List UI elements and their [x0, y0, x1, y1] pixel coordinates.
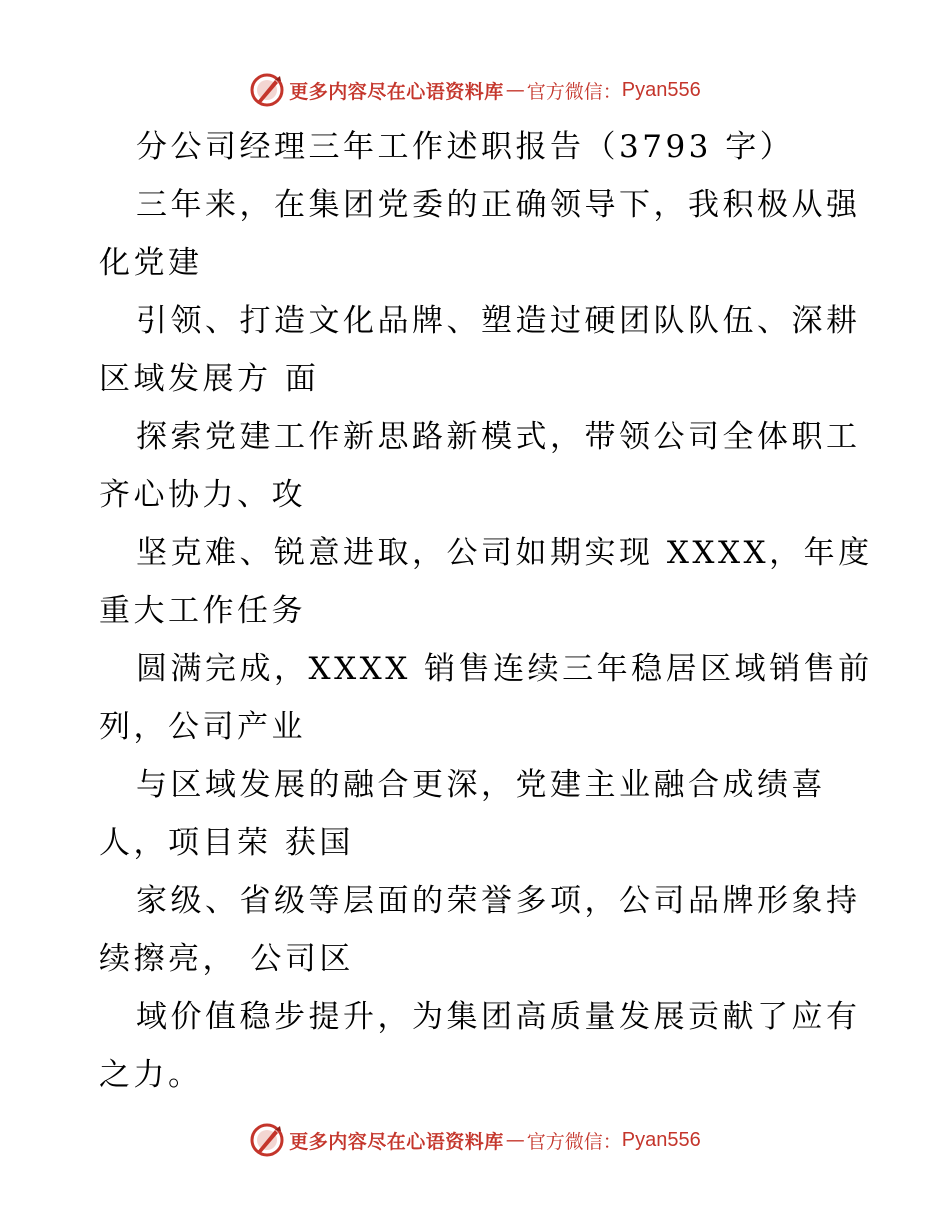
- text-line: 三年来，在集团党委的正确领导下，我积极从强: [136, 187, 861, 223]
- text-line: 域价值稳步提升，为集团高质量发展贡献了应有: [136, 999, 861, 1035]
- text-line: 化党建: [99, 245, 203, 281]
- banner-separator: —: [505, 1129, 525, 1151]
- quill-pen-logo-icon: [249, 72, 285, 108]
- quill-pen-logo-icon: [249, 1122, 285, 1158]
- text-line: 坚克难、锐意进取，公司如期实现 XXXX，年度: [136, 535, 873, 571]
- text-line: 重大工作任务: [99, 593, 306, 629]
- banner-wechat-label: 官方微信：: [526, 1130, 622, 1153]
- banner-slogan: 更多内容尽在心语资料库: [289, 80, 504, 103]
- text-line: 齐心协力、攻: [99, 477, 306, 513]
- text-line: 圆满完成，XXXX 销售连续三年稳居区域销售前: [136, 651, 873, 687]
- document-body: [99, 118, 873, 1104]
- text-line: 人，项目荣 获国: [99, 825, 354, 861]
- text-line: 引领、打造文化品牌、塑造过硬团队队伍、深耕: [136, 303, 861, 339]
- banner-separator: —: [505, 79, 525, 101]
- text-line: 与区域发展的融合更深，党建主业融合成绩喜: [136, 767, 826, 803]
- banner-slogan: 更多内容尽在心语资料库: [289, 1130, 504, 1153]
- text-line: 分公司经理三年工作述职报告（3793 字）: [136, 129, 795, 165]
- header-banner: [0, 70, 950, 110]
- text-line: 探索党建工作新思路新模式，带领公司全体职工: [136, 419, 861, 455]
- banner-wechat-id: Pyan556: [621, 1128, 701, 1151]
- banner-wechat-id: Pyan556: [621, 78, 701, 101]
- text-line: 家级、省级等层面的荣誉多项，公司品牌形象持: [136, 883, 861, 919]
- text-line: 续擦亮， 公司区: [99, 941, 354, 977]
- banner-wechat-label: 官方微信：: [526, 80, 622, 103]
- footer-banner: [0, 1120, 950, 1160]
- text-line: 列，公司产业: [99, 709, 306, 745]
- text-line: 之力。: [99, 1057, 203, 1093]
- text-line: 区域发展方 面: [99, 361, 320, 397]
